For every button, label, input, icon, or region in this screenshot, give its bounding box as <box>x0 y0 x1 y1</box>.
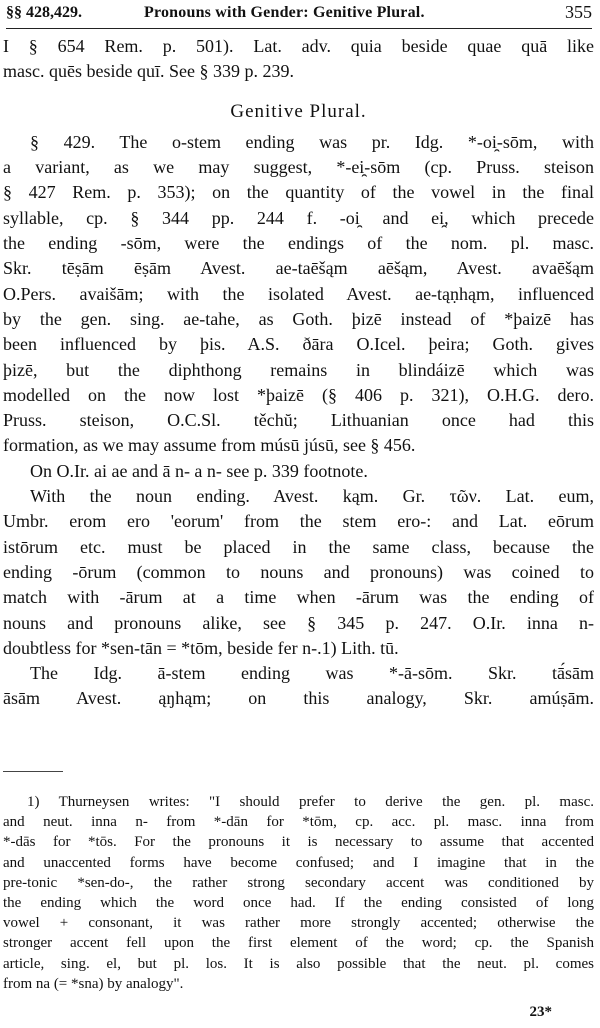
footnote-line: article, sing. el, but pl. los. It is also possible that the neut. pl. comes <box>3 955 594 972</box>
footnote-line: and neut. inna n- from *-dān for *tōm, cp. acc. pl. masc. inna from <box>3 814 594 831</box>
text-line: § 429. The o-stem ending was pr. Idg. *-oi̯-sōm, with <box>30 131 594 152</box>
text-line: With the noun ending. Avest. kąm. Gr. τῶν. Lat. eum, <box>30 486 594 507</box>
text-line: syllable, cp. § 344 pp. 244 f. -oi̯ and ei̯, which precede <box>3 207 594 228</box>
header-rule <box>6 28 592 29</box>
text-line: istōrum etc. must be placed in the same class, because the <box>3 536 594 557</box>
text-line: On O.Ir. ai ae and ā n- a n- see p. 339 footnote. <box>30 460 368 481</box>
section-reference: §§ 428,429. <box>6 4 82 21</box>
text-line: § 427 Rem. p. 353); on the quantity of the vowel in the final <box>3 182 594 203</box>
text-line: a variant, as we may suggest, *-ei̯-sōm (cp. Pruss. steison <box>3 157 594 178</box>
text-line: ending -ōrum (common to nouns and pronouns) was coined to <box>3 561 594 582</box>
footnote-line: 1) Thurneysen writes: "I should prefer to derive the gen. pl. masc. <box>27 794 594 810</box>
text-line: Umbr. erom ero 'eorum' from the stem ero-: and Lat. eōrum <box>3 511 594 532</box>
page-number: 355 <box>565 2 592 22</box>
text-line: O.Pers. avaišām; with the isolated Avest. ae-tąṇhąm, influenced <box>3 283 594 304</box>
footnote-line: stronger accent fell upon the first element of the word; cp. the Spanish <box>3 935 594 952</box>
footnote-line: *-dās for *tōs. For the pronouns it is necessary to assume that accented <box>3 834 594 851</box>
oir-paragraph <box>3 459 594 484</box>
noun-ending-paragraph <box>3 484 594 661</box>
footnote-line: and unaccented forms have become confused; and I imagine that in the <box>3 854 594 871</box>
text-line: doubtless for *sen-tān = *tōm, beside fer n-.1) Lith. tū. <box>3 637 399 658</box>
running-title: Pronouns with Gender: Genitive Plural. <box>144 4 425 21</box>
text-line: formation, as we may assume from músū júsū, see § 456. <box>3 435 416 456</box>
a-stem-paragraph <box>3 661 594 712</box>
signature-mark: 23* <box>529 1004 552 1020</box>
text-line: the ending -sōm, were the endings of the nom. pl. masc. <box>3 233 594 254</box>
text-line: Skr. tēṣām ēṣām Avest. ae-taēšąm aēšąm, Avest. avaēšąm <box>3 258 594 279</box>
main-text <box>3 34 594 712</box>
text-line: Pruss. steison, O.C.Sl. těchŭ; Lithuanian once had this <box>3 410 594 431</box>
text-line: match with -ārum at a time when -ārum was the ending of <box>3 587 594 608</box>
footnote-line: pre-tonic *sen-do-, the rather strong secondary accent was conditioned by <box>3 874 594 891</box>
text-line: been influenced by þis. A.S. ðāra O.Icel. þeira; Goth. gives <box>3 334 594 355</box>
text-line: I § 654 Rem. p. 501). Lat. adv. quia beside quae quā like <box>3 36 594 56</box>
text-line: āsām Avest. ąŋhąm; on this analogy, Skr. amúṣām. <box>3 688 594 709</box>
text-line: modelled on the now lost *þaizē (§ 406 p. 321), O.H.G. dero. <box>3 384 594 405</box>
running-header <box>6 2 592 28</box>
section-heading: Genitive Plural. <box>230 100 367 122</box>
paragraph-429 <box>3 130 594 459</box>
text-line: The Idg. ā-stem ending was *-ā-sōm. Skr. tā́sām <box>30 663 594 684</box>
text-line: by the gen. sing. ae-tahe, as Goth. þizē instead of *þaizē has <box>3 308 594 329</box>
footnote <box>3 792 594 994</box>
text-line: masc. quēs beside quī. See § 339 p. 239. <box>3 61 294 82</box>
text-line: þizē, but the diphthong remains in blindáizē which was <box>3 359 594 380</box>
footnote-line: from na (= *sna) by analogy". <box>3 975 184 992</box>
footnote-line: the ending which the word once had. If the ending consisted of long <box>3 895 594 912</box>
footnote-line: vowel + consonant, it was rather more strongly accented; otherwise the <box>3 915 594 932</box>
footnote-separator <box>3 771 63 772</box>
intro-paragraph <box>3 34 594 85</box>
text-line: nouns and pronouns alike, see § 345 p. 247. O.Ir. inna n- <box>3 612 594 633</box>
